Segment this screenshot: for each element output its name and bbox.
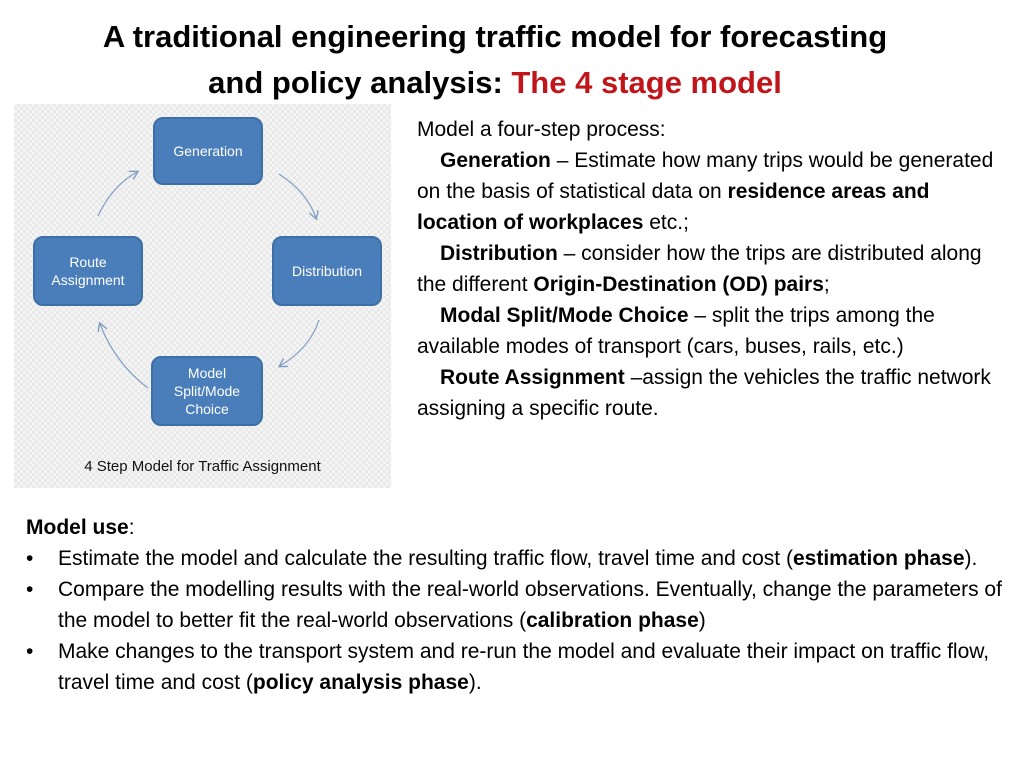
list-item	[26, 543, 1011, 574]
item-text: ).	[964, 547, 978, 570]
node-distribution: Distribution	[272, 236, 382, 306]
step-name: Distribution	[440, 242, 558, 265]
step-name: Route Assignment	[440, 366, 625, 389]
step-name: Modal Split/Mode Choice	[440, 304, 689, 327]
model-use-section	[26, 512, 1011, 698]
node-route-assignment: Route Assignment	[33, 236, 143, 306]
step-distribution	[417, 238, 1007, 300]
step-text: ;	[823, 273, 830, 296]
title-line-1: A traditional engineering traffic model for forecasting	[102, 19, 888, 54]
model-use-heading	[26, 512, 1011, 543]
slide-title	[40, 14, 950, 106]
node-generation: Generation	[153, 117, 263, 185]
description-intro: Model a four-step process:	[417, 118, 666, 141]
step-route-assignment	[417, 362, 1007, 424]
item-text: Compare the modelling results with the real-world observations. Eventually, change the parameters of the model to better fit the real-world observations (	[58, 578, 1002, 632]
four-step-diagram	[14, 104, 391, 488]
item-emphasis: calibration phase	[526, 609, 699, 632]
title-prefix: and policy analysis:	[208, 65, 512, 100]
item-text: Estimate the model and calculate the resulting traffic flow, travel time and cost (	[58, 547, 793, 570]
arrow-route-to-generation	[98, 172, 137, 216]
step-text: – Estimate how many trips would be generated on the basis of statistical data on	[417, 149, 994, 203]
model-use-list	[26, 543, 1011, 698]
step-name: Generation	[440, 149, 551, 172]
step-generation	[417, 145, 1007, 238]
step-emphasis: residence areas and location of workplaces	[417, 180, 930, 234]
process-description	[417, 114, 1007, 424]
bullet-icon: •	[26, 547, 34, 570]
step-modal-split	[417, 300, 1007, 362]
item-text: )	[698, 609, 706, 632]
title-line-2	[40, 60, 950, 106]
step-text: etc.;	[643, 211, 689, 234]
item-text: Make changes to the transport system and re-run the model and evaluate their impact on traffic flow, travel time and cost (	[58, 640, 990, 694]
step-text: – split the trips among the available modes of transport (cars, buses, rails, etc.)	[417, 304, 935, 358]
step-emphasis: Origin-Destination (OD) pairs	[533, 273, 824, 296]
step-text: – consider how the trips are distributed along the different	[417, 242, 982, 296]
arrow-generation-to-distribution	[279, 174, 316, 218]
item-text: ).	[468, 671, 482, 694]
item-emphasis: estimation phase	[792, 547, 965, 570]
figure-caption: 4 Step Model for Traffic Assignment	[84, 458, 321, 475]
list-item	[26, 574, 1011, 636]
arrow-distribution-to-modal	[280, 320, 319, 366]
arrow-modal-to-route	[100, 324, 148, 388]
bullet-icon: •	[26, 578, 34, 601]
heading-text: Model use	[26, 516, 129, 539]
step-text: –assign the vehicles the traffic network assigning a specific route.	[417, 366, 991, 420]
item-emphasis: policy analysis phase	[252, 671, 469, 694]
title-highlight: The 4 stage model	[511, 65, 782, 100]
bullet-icon: •	[26, 640, 34, 663]
heading-colon: :	[128, 516, 135, 539]
node-modal-split: Model Split/Mode Choice	[151, 356, 263, 426]
list-item	[26, 636, 1011, 698]
